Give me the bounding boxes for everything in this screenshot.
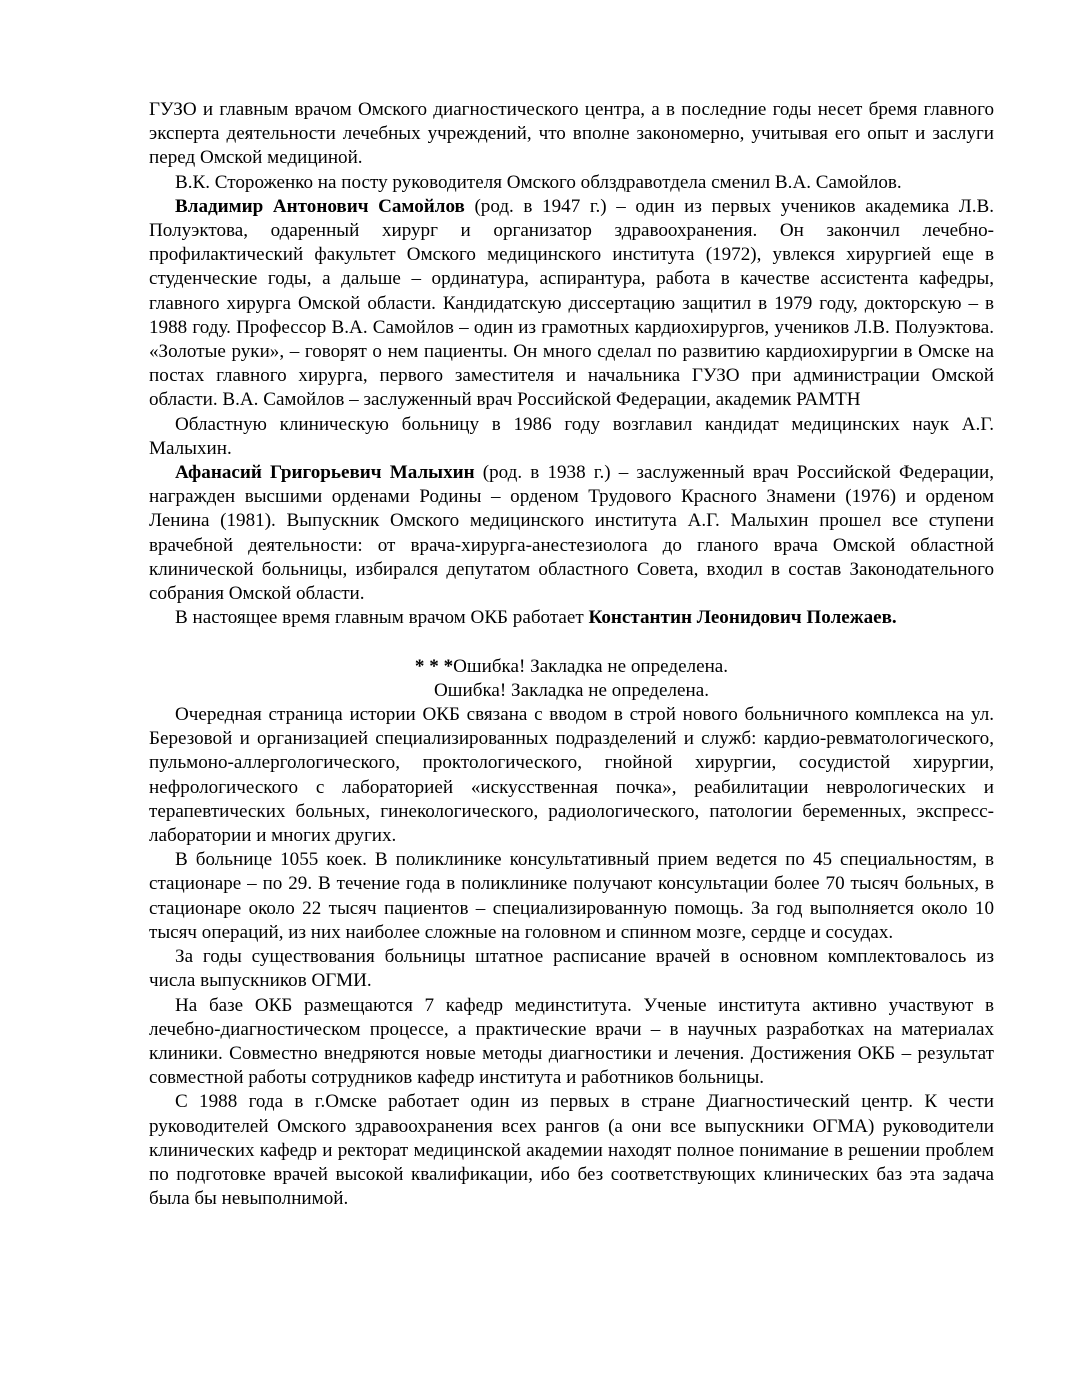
polezhaev-intro: В настоящее время главным врачом ОКБ работает xyxy=(175,607,589,629)
paragraph-beds: В больнице 1055 коек. В поликлинике консультативный прием ведется по 45 специальностям, в стационаре – по 29. В течение года в поликлинике получают консультации более 70 тысяч больных, в стационаре около 22 тысяч пациентов – специализированную помощь. За год выполняется около 10 тысяч операций, из них наиболее сложные на головном и спинном мозге, сердце и сосудах. xyxy=(149,849,994,943)
blank-line xyxy=(149,630,994,654)
name-polezhaev: Константин Леонидович Полежаев. xyxy=(588,607,897,629)
paragraph-staff: За годы существования больницы штатное расписание врачей в основном комплектовалось из числа выпускников ОГМИ. xyxy=(149,946,994,992)
samoylov-bio: (род. в 1947 г.) – один из первых учеников академика Л.В. Полуэктова, одаренный хирург и организатор здравоохранения. Он закончил лечебно-профилактический факультет Омского медицинского института (1972), увлекся хирургией еще в студенческие годы, а дальше – ординатура, аспирантура, работа в качестве ассистента кафедры, главного хирурга Омской области. Кандидатскую диссертацию защитил в 1979 году, докторскую – в 1988 году. Профессор В.А. Самойлов – один из грамотных кардиохирургов, учеников Л.В. Полуэктова. «Золотые руки», – говорят о нем пациенты. Он много сделал по развитию кардиохирургии в Омске на постах главного хирурга, первого заместителя и начальника ГУЗО при администрации Омской области. В.А. Самойлов – заслуженный врач Российской Федерации, академик РАМТН xyxy=(149,195,994,411)
asterisks: * * * xyxy=(414,655,454,677)
paragraph-continuation: ГУЗО и главным врачом Омского диагностического центра, а в последние годы несет бремя главного эксперта деятельности лечебных учреждений, что вполне закономерно, учитывая его опыт и заслуги перед Омской медициной. xyxy=(149,99,994,169)
name-malykhin: Афанасий Григорьевич Малыхин xyxy=(175,462,475,484)
paragraph-samoylov xyxy=(149,195,994,413)
paragraph-new-complex: Очередная страница истории ОКБ связана с вводом в строй нового больничного комплекса на ул. Березовой и организацией специализированных подразделений и служб: кардио-ревматологического, пульмоно-аллергологического, проктологического, гнойной хирургии, сосудистой хирургии, нефрологического с лабораторией «искусственная почка», реабилитации неврологических и терапевтических больных, гинекологического, радиологического, патологии беременных, экспресс-лаборатории и многих других. xyxy=(149,704,994,847)
paragraph-departments: На базе ОКБ размещаются 7 кафедр мединститута. Ученые института активно участвуют в лечебно-диагностическом процессе, а практические врачи – в научных разработках на материалах клиники. Совместно внедряются новые методы диагностики и лечения. Достижения ОКБ – результат совместной работы сотрудников кафедр института и работников больницы. xyxy=(149,994,994,1089)
bookmark-error-2: Ошибка! Закладка не определена. xyxy=(434,679,709,701)
paragraph-malykhin-intro: Областную клиническую больницу в 1986 году возглавил кандидат медицинских наук А.Г. Малыхин. xyxy=(149,413,994,459)
paragraph-polezhaev xyxy=(149,606,994,630)
document-page xyxy=(149,98,994,1211)
paragraph-diagnostic-center: С 1988 года в г.Омске работает один из первых в стране Диагностический центр. К чести руководителей Омского здравоохранения всех рангов (а они все выпускники ОГМА) руководители клинических кафедр и ректорат медицинской академии находят полное понимание в решении проблем по подготовке врачей высокой квалификации, ибо без соответствующих клинических баз эта задача была бы невыполнимой. xyxy=(149,1091,994,1210)
section-separator xyxy=(149,655,994,679)
paragraph-malykhin xyxy=(149,461,994,606)
paragraph-storozhenko: В.К. Стороженко на посту руководителя Омского облздравотдела сменил В.А. Самойлов. xyxy=(175,171,902,193)
bookmark-error-1: Ошибка! Закладка не определена. xyxy=(453,655,729,677)
malykhin-bio: (род. в 1938 г.) – заслуженный врач Российской Федерации, награжден высшими орденами Родины – орденом Трудового Красного Знамени (1976) и орденом Ленина (1981). Выпускник Омского медицинского института А.Г. Малыхин прошел все ступени врачебной деятельности: от врача-хирурга-анестезиолога до гланого врача Омской областной клинической больницы, избирался депутатом областного Совета, входил в состав Законодательного собрания Омской области. xyxy=(149,462,994,605)
name-samoylov: Владимир Антонович Самойлов xyxy=(175,195,465,217)
